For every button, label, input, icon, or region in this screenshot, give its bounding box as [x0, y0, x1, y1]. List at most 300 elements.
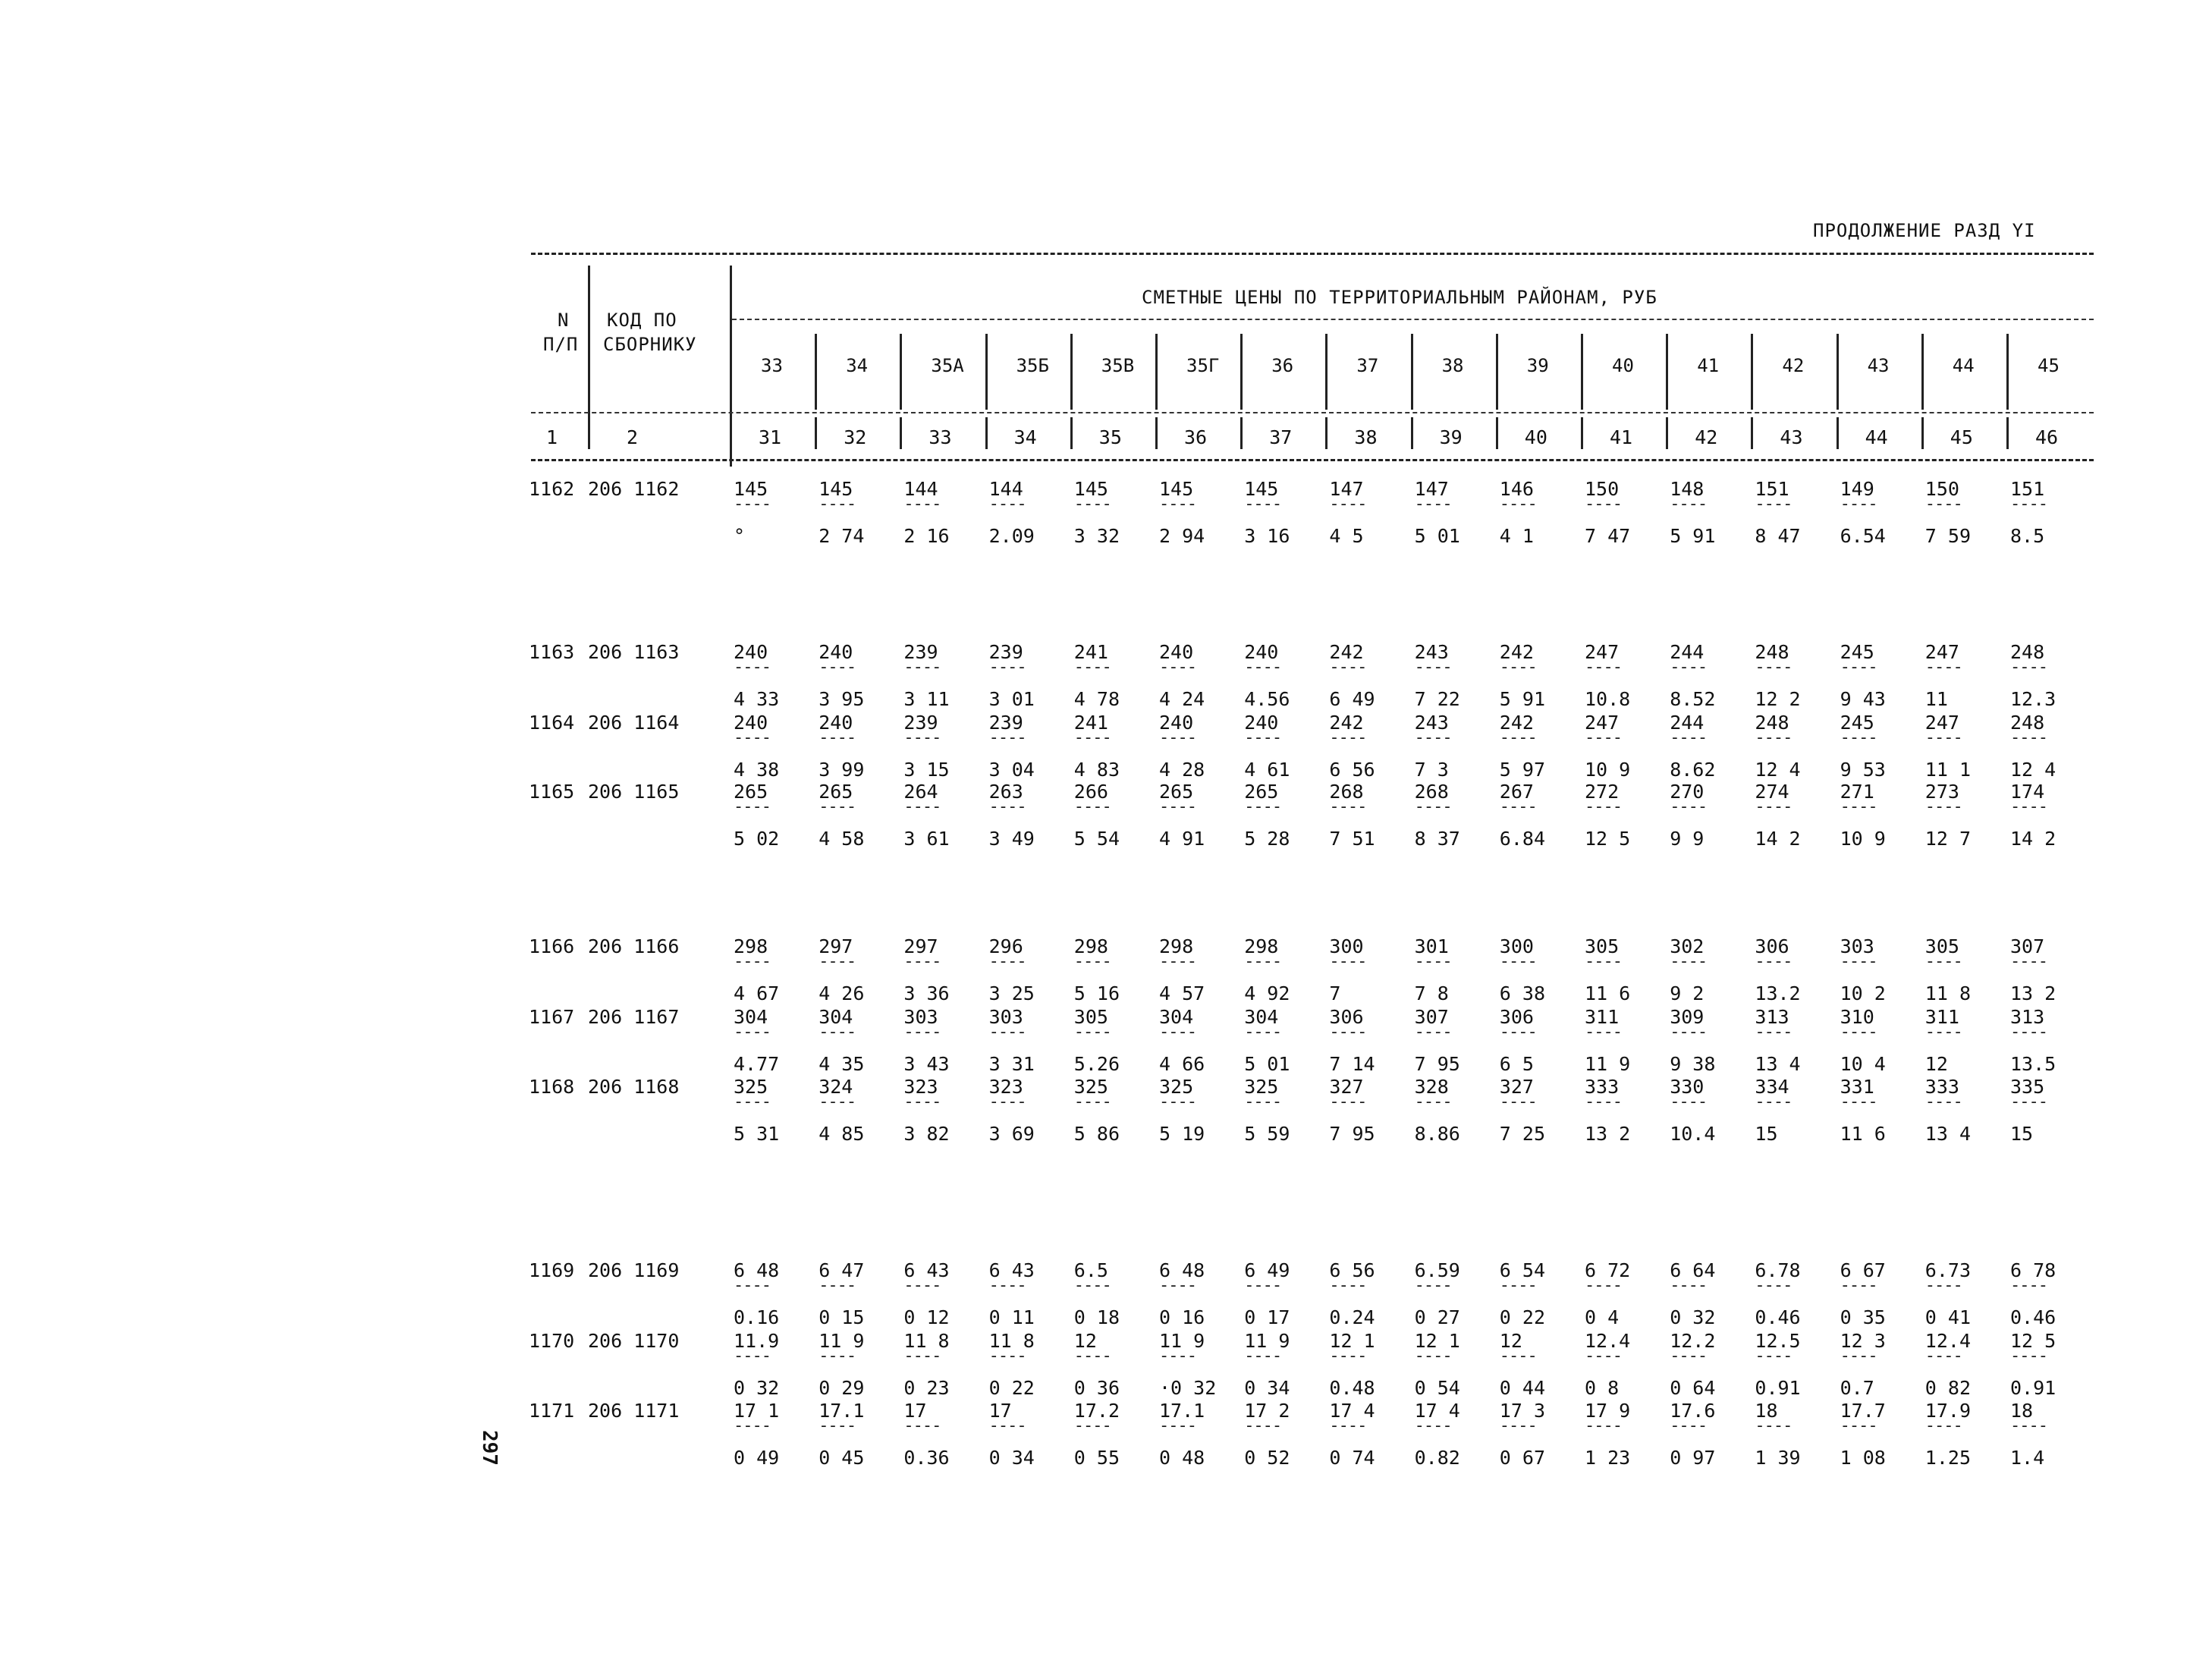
district-header: 38 [1441, 355, 1464, 376]
colnum-1: 1 [546, 426, 558, 448]
labour-value: 4 85 [819, 1123, 865, 1145]
price-value: 333 [1585, 1076, 1620, 1098]
price-value: 12.5 [1755, 1330, 1801, 1352]
labour-value: 7 [1329, 982, 1341, 1004]
fraction-line: ---- [988, 495, 1026, 514]
labour-value: 12 7 [1925, 828, 1972, 850]
colnum: 46 [2035, 426, 2059, 448]
price-value: 327 [1499, 1076, 1534, 1098]
fraction-line: ---- [819, 728, 856, 747]
fraction-line: ---- [734, 797, 771, 816]
fraction-line: ---- [1755, 952, 1793, 971]
price-value: 305 [1073, 1006, 1108, 1028]
district-sep [1325, 334, 1328, 410]
price-value: 151 [1755, 478, 1789, 500]
labour-value: 0 74 [1329, 1447, 1375, 1469]
labour-value: 0.91 [2010, 1377, 2056, 1399]
row-code: 206 1168 [588, 1076, 680, 1098]
labour-value: 4 78 [1073, 688, 1120, 710]
fraction-line: ---- [1244, 658, 1282, 677]
price-value: 150 [1585, 478, 1620, 500]
labour-value: 4 33 [734, 688, 780, 710]
labour-value: 9 38 [1670, 1053, 1716, 1075]
price-value: 145 [819, 478, 853, 500]
row-number: 1166 [529, 935, 575, 957]
labour-value: 0.91 [1755, 1377, 1801, 1399]
price-value: 12 5 [2010, 1330, 2056, 1352]
fraction-line: ---- [1414, 952, 1452, 971]
labour-value: 4 61 [1244, 759, 1290, 781]
labour-value: 12.3 [2010, 688, 2056, 710]
fraction-line: ---- [988, 728, 1026, 747]
price-value: 268 [1329, 781, 1364, 803]
fraction-line: ---- [1755, 1276, 1793, 1295]
labour-value: 9 2 [1670, 982, 1705, 1004]
price-value: 6 48 [734, 1259, 780, 1281]
price-value: 245 [1840, 641, 1874, 663]
fraction-line: ---- [1244, 797, 1282, 816]
fraction-line: ---- [1159, 1023, 1196, 1042]
price-value: 245 [1840, 712, 1874, 734]
district-header: 42 [1782, 355, 1805, 376]
fraction-line: ---- [1840, 1347, 1877, 1366]
colnum: 33 [928, 426, 952, 448]
labour-value: 6 5 [1499, 1053, 1534, 1075]
price-value: 240 [1244, 712, 1279, 734]
fraction-line: ---- [2010, 658, 2047, 677]
price-value: 265 [1159, 781, 1194, 803]
row-code: 206 1171 [588, 1400, 680, 1422]
labour-value: 7 14 [1329, 1053, 1375, 1075]
price-value: 18 [1755, 1400, 1778, 1422]
row-code: 206 1169 [588, 1259, 680, 1281]
fraction-line: ---- [734, 658, 771, 677]
fraction-line: ---- [1585, 495, 1622, 514]
top-rule [531, 253, 2094, 255]
price-value: 274 [1755, 781, 1789, 803]
labour-value: 10 9 [1840, 828, 1886, 850]
fraction-line: ---- [1585, 1092, 1622, 1111]
labour-value: 5 97 [1499, 759, 1546, 781]
price-value: 264 [903, 781, 938, 803]
fraction-line: ---- [1414, 1092, 1452, 1111]
price-value: 151 [2010, 478, 2045, 500]
price-value: 239 [988, 641, 1023, 663]
price-value: 311 [1585, 1006, 1620, 1028]
district-sep [1581, 334, 1583, 410]
labour-value: 0 22 [988, 1377, 1035, 1399]
price-value: 240 [734, 641, 768, 663]
row-code: 206 1170 [588, 1330, 680, 1352]
labour-value: 4 66 [1159, 1053, 1205, 1075]
labour-value: 3 32 [1073, 525, 1120, 547]
labour-value: 3 16 [1244, 525, 1290, 547]
labour-value: 0 97 [1670, 1447, 1716, 1469]
labour-value: 3 04 [988, 759, 1035, 781]
price-value: 17 [903, 1400, 927, 1422]
fraction-line: ---- [1329, 1023, 1367, 1042]
price-value: 242 [1499, 712, 1534, 734]
fraction-line: ---- [2010, 1347, 2047, 1366]
labour-value: 5 54 [1073, 828, 1120, 850]
fraction-line: ---- [1414, 495, 1452, 514]
labour-value: 6.54 [1840, 525, 1886, 547]
fraction-line: ---- [1755, 1023, 1793, 1042]
price-value: 243 [1414, 712, 1449, 734]
labour-value: 12 4 [2010, 759, 2056, 781]
labour-value: 13 4 [1925, 1123, 1972, 1145]
labour-value: 6.84 [1499, 828, 1546, 850]
colnum-sep [815, 417, 817, 449]
row-number: 1169 [529, 1259, 575, 1281]
labour-value: 4 35 [819, 1053, 865, 1075]
row-code: 206 1163 [588, 641, 680, 663]
colnum-sep [1155, 417, 1158, 449]
labour-value: 9 9 [1670, 828, 1705, 850]
labour-value: 0 4 [1585, 1306, 1620, 1328]
labour-value: 6 56 [1329, 759, 1375, 781]
fraction-line: ---- [1755, 728, 1793, 747]
fraction-line: ---- [1670, 728, 1708, 747]
labour-value: 8.52 [1670, 688, 1716, 710]
fraction-line: ---- [819, 1347, 856, 1366]
labour-value: 5 02 [734, 828, 780, 850]
price-value: 306 [1755, 935, 1789, 957]
labour-value: 4.77 [734, 1053, 780, 1075]
price-value: 239 [903, 712, 938, 734]
price-value: 298 [734, 935, 768, 957]
fraction-line: ---- [1414, 1276, 1452, 1295]
fraction-line: ---- [988, 1416, 1026, 1435]
price-value: 240 [819, 641, 853, 663]
sep-n-code [588, 266, 590, 421]
labour-value: 0.46 [1755, 1306, 1801, 1328]
fraction-line: ---- [1244, 1276, 1282, 1295]
price-value: 248 [2010, 641, 2045, 663]
labour-value: 3 11 [903, 688, 950, 710]
price-value: 303 [1840, 935, 1874, 957]
colnum: 38 [1354, 426, 1378, 448]
labour-value: 14 2 [1755, 828, 1801, 850]
fraction-line: ---- [2010, 495, 2047, 514]
price-value: 6 49 [1244, 1259, 1290, 1281]
row-number: 1165 [529, 781, 575, 803]
fraction-line: ---- [1073, 1416, 1111, 1435]
labour-value: 3 15 [903, 759, 950, 781]
fraction-line: ---- [1585, 1347, 1622, 1366]
price-value: 272 [1585, 781, 1620, 803]
fraction-line: ---- [1755, 1347, 1793, 1366]
fraction-line: ---- [1073, 797, 1111, 816]
price-value: 17 4 [1414, 1400, 1460, 1422]
labour-value: 6 38 [1499, 982, 1546, 1004]
row-number: 1164 [529, 712, 575, 734]
labour-value: 8.62 [1670, 759, 1716, 781]
price-value: 6 47 [819, 1259, 865, 1281]
fraction-line: ---- [1840, 1276, 1877, 1295]
colnum: 31 [759, 426, 782, 448]
row-number: 1171 [529, 1400, 575, 1422]
price-value: 243 [1414, 641, 1449, 663]
labour-value: 8.86 [1414, 1123, 1460, 1145]
fraction-line: ---- [1244, 728, 1282, 747]
fraction-line: ---- [1159, 1416, 1196, 1435]
price-value: 298 [1073, 935, 1108, 957]
price-value: 241 [1073, 712, 1108, 734]
labour-value: 7 25 [1499, 1123, 1546, 1145]
price-value: 149 [1840, 478, 1874, 500]
fraction-line: ---- [1499, 952, 1537, 971]
fraction-line: ---- [734, 728, 771, 747]
labour-value: 13 2 [1585, 1123, 1631, 1145]
labour-value: 4.56 [1244, 688, 1290, 710]
colnum-sep [730, 417, 732, 449]
colnum: 40 [1524, 426, 1547, 448]
price-value: 17 4 [1329, 1400, 1375, 1422]
fraction-line: ---- [1670, 1347, 1708, 1366]
price-value: 145 [1159, 478, 1194, 500]
labour-value: 4 28 [1159, 759, 1205, 781]
labour-value: 10.4 [1670, 1123, 1716, 1145]
labour-value: 0 34 [1244, 1377, 1290, 1399]
labour-value: 4 58 [819, 828, 865, 850]
fraction-line: ---- [1159, 495, 1196, 514]
labour-value: 4 57 [1159, 982, 1205, 1004]
labour-value: 0 82 [1925, 1377, 1972, 1399]
price-value: 307 [1414, 1006, 1449, 1028]
price-value: 6.59 [1414, 1259, 1460, 1281]
price-value: 248 [1755, 641, 1789, 663]
fraction-line: ---- [819, 1092, 856, 1111]
district-sep [815, 334, 817, 410]
fraction-line: ---- [1925, 1276, 1962, 1295]
labour-value: 11 6 [1585, 982, 1631, 1004]
fraction-line: ---- [2010, 1416, 2047, 1435]
labour-value: 3 43 [903, 1053, 950, 1075]
fraction-line: ---- [1329, 1092, 1367, 1111]
fraction-line: ---- [1244, 1092, 1282, 1111]
price-value: 18 [2010, 1400, 2034, 1422]
fraction-line: ---- [903, 728, 941, 747]
fraction-line: ---- [1329, 797, 1367, 816]
labour-value: 1 23 [1585, 1447, 1631, 1469]
fraction-line: ---- [988, 1023, 1026, 1042]
price-value: 6 56 [1329, 1259, 1375, 1281]
price-value: 267 [1499, 781, 1534, 803]
price-value: 304 [1159, 1006, 1194, 1028]
price-value: 325 [734, 1076, 768, 1098]
price-value: 328 [1414, 1076, 1449, 1098]
labour-value: 12 2 [1755, 688, 1801, 710]
fraction-line: ---- [1925, 1023, 1962, 1042]
fraction-line: ---- [734, 952, 771, 971]
price-value: 268 [1414, 781, 1449, 803]
fraction-line: ---- [1073, 1092, 1111, 1111]
district-sep [2006, 334, 2009, 410]
labour-value: 0 41 [1925, 1306, 1972, 1328]
continuation-label: ПРОДОЛЖЕНИЕ РАЗД YI [1813, 220, 2036, 241]
labour-value: 2.09 [988, 525, 1035, 547]
colnum: 34 [1013, 426, 1037, 448]
labour-value: 0 35 [1840, 1306, 1886, 1328]
price-value: 323 [903, 1076, 938, 1098]
price-value: 6 43 [903, 1259, 950, 1281]
price-value: 303 [903, 1006, 938, 1028]
fraction-line: ---- [903, 952, 941, 971]
price-value: 248 [2010, 712, 2045, 734]
price-value: 239 [903, 641, 938, 663]
price-value: 298 [1159, 935, 1194, 957]
labour-value: 0 44 [1499, 1377, 1546, 1399]
labour-value: 11 6 [1840, 1123, 1886, 1145]
price-value: 297 [819, 935, 853, 957]
labour-value: 7 95 [1414, 1053, 1460, 1075]
labour-value: 3 82 [903, 1123, 950, 1145]
price-value: 247 [1585, 712, 1620, 734]
labour-value: 12 [1925, 1053, 1948, 1075]
colnum: 32 [844, 426, 867, 448]
price-value: 266 [1073, 781, 1108, 803]
page-number: 297 [478, 1430, 501, 1466]
price-value: 17.6 [1670, 1400, 1716, 1422]
labour-value: 3 36 [903, 982, 950, 1004]
fraction-line: ---- [1159, 952, 1196, 971]
labour-value: 9 53 [1840, 759, 1886, 781]
labour-value: 5 01 [1244, 1053, 1290, 1075]
labour-value: 3 99 [819, 759, 865, 781]
labour-value: 10.8 [1585, 688, 1631, 710]
colnum-sep [1325, 417, 1328, 449]
district-header: 39 [1526, 355, 1549, 376]
district-sep [1837, 334, 1839, 410]
price-value: 12.4 [1585, 1330, 1631, 1352]
fraction-line: ---- [988, 1092, 1026, 1111]
labour-value: 0.48 [1329, 1377, 1375, 1399]
price-value: 12 1 [1414, 1330, 1460, 1352]
labour-value: 7 47 [1585, 525, 1631, 547]
labour-value: 4 91 [1159, 828, 1205, 850]
labour-value: 3 49 [988, 828, 1035, 850]
price-value: 17.9 [1925, 1400, 1972, 1422]
colnum-sep [900, 417, 902, 449]
labour-value: 15 [1755, 1123, 1778, 1145]
labour-value: 0 18 [1073, 1306, 1120, 1328]
fraction-line: ---- [1073, 495, 1111, 514]
fraction-line: ---- [1840, 495, 1877, 514]
labour-value: 0 8 [1585, 1377, 1620, 1399]
district-sep [1496, 334, 1498, 410]
price-value: 6 78 [2010, 1259, 2056, 1281]
district-sep [1411, 334, 1413, 410]
labour-value: 0 32 [1670, 1306, 1716, 1328]
fraction-line: ---- [1159, 1347, 1196, 1366]
colnum-sep [1411, 417, 1413, 449]
price-value: 307 [2010, 935, 2045, 957]
labour-value: 10 9 [1585, 759, 1631, 781]
labour-value: 0.82 [1414, 1447, 1460, 1469]
fraction-line: ---- [1840, 797, 1877, 816]
fraction-line: ---- [1499, 1092, 1537, 1111]
price-value: 12.2 [1670, 1330, 1716, 1352]
colnum-sep [588, 417, 590, 449]
fraction-line: ---- [1499, 1023, 1537, 1042]
price-value: 150 [1925, 478, 1959, 500]
fraction-line: ---- [819, 797, 856, 816]
labour-value: 0.16 [734, 1306, 780, 1328]
price-value: 333 [1925, 1076, 1959, 1098]
row-number: 1163 [529, 641, 575, 663]
labour-value: 5 01 [1414, 525, 1460, 547]
title-rule [732, 319, 2094, 320]
labour-value: 0 22 [1499, 1306, 1546, 1328]
price-value: 265 [819, 781, 853, 803]
fraction-line: ---- [734, 1347, 771, 1366]
price-value: 306 [1329, 1006, 1364, 1028]
labour-value: 10 2 [1840, 982, 1886, 1004]
colnum-sep [1496, 417, 1498, 449]
fraction-line: ---- [1414, 1416, 1452, 1435]
price-value: 6 43 [988, 1259, 1035, 1281]
price-value: 17 [988, 1400, 1012, 1422]
labour-value: 7 95 [1329, 1123, 1375, 1145]
labour-value: 10 4 [1840, 1053, 1886, 1075]
fraction-line: ---- [903, 797, 941, 816]
district-sep [900, 334, 902, 410]
price-value: 11 9 [1159, 1330, 1205, 1352]
price-value: 17 3 [1499, 1400, 1546, 1422]
fraction-line: ---- [1073, 658, 1111, 677]
fraction-line: ---- [1244, 952, 1282, 971]
labour-value: 0 34 [988, 1447, 1035, 1469]
fraction-line: ---- [734, 1092, 771, 1111]
price-value: 6 54 [1499, 1259, 1546, 1281]
labour-value: 0 16 [1159, 1306, 1205, 1328]
fraction-line: ---- [1329, 1276, 1367, 1295]
fraction-line: ---- [1585, 797, 1622, 816]
fraction-line: ---- [1073, 1347, 1111, 1366]
fraction-line: ---- [1244, 1416, 1282, 1435]
labour-value: 5 86 [1073, 1123, 1120, 1145]
fraction-line: ---- [1755, 495, 1793, 514]
fraction-line: ---- [1925, 797, 1962, 816]
price-value: 331 [1840, 1076, 1874, 1098]
labour-value: 4 83 [1073, 759, 1120, 781]
price-value: 263 [988, 781, 1023, 803]
fraction-line: ---- [903, 495, 941, 514]
price-value: 12 [1073, 1330, 1097, 1352]
fraction-line: ---- [734, 495, 771, 514]
price-value: 17.7 [1840, 1400, 1886, 1422]
colnum: 39 [1439, 426, 1463, 448]
labour-value: 5 59 [1244, 1123, 1290, 1145]
labour-value: 5 31 [734, 1123, 780, 1145]
price-value: 11 8 [988, 1330, 1035, 1352]
district-header: 45 [2038, 355, 2060, 376]
price-value: 11 9 [819, 1330, 865, 1352]
price-value: 145 [1073, 478, 1108, 500]
price-value: 17.2 [1073, 1400, 1120, 1422]
labour-value: 11 [1925, 688, 1948, 710]
district-header: 35Б [1016, 355, 1049, 376]
labour-value: ° [734, 525, 746, 547]
fraction-line: ---- [1840, 728, 1877, 747]
fraction-line: ---- [1329, 952, 1367, 971]
fraction-line: ---- [1499, 797, 1537, 816]
district-header: 35Г [1186, 355, 1220, 376]
labour-value: 8 47 [1755, 525, 1801, 547]
labour-value: 12 5 [1585, 828, 1631, 850]
row-number: 1167 [529, 1006, 575, 1028]
